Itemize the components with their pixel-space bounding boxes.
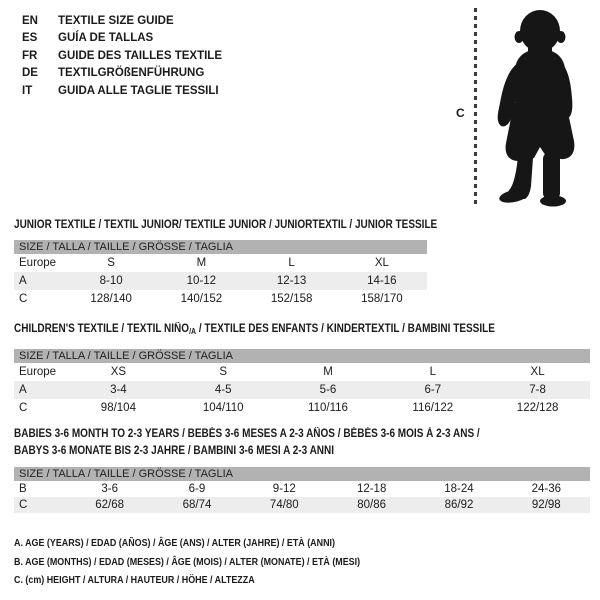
row-label: A xyxy=(19,384,27,396)
row-label: C xyxy=(19,499,28,511)
footnote-c: C. (cm) HEIGHT / ALTURA / HAUTEUR / HÖHE / ALTEZZA xyxy=(14,574,255,586)
size-cell: S xyxy=(219,366,228,378)
language-row xyxy=(22,65,222,82)
size-cell: 12-18 xyxy=(356,483,387,495)
table-row xyxy=(14,254,427,272)
language-row xyxy=(22,30,222,47)
size-cell: 6-9 xyxy=(188,483,206,495)
size-cell: L xyxy=(429,366,436,378)
row-label: Europe xyxy=(19,257,57,269)
size-cell: 3-6 xyxy=(101,483,118,495)
nino-a-subscript: /A xyxy=(189,327,197,336)
size-cell: 122/128 xyxy=(516,402,559,414)
size-cell: 80/86 xyxy=(357,499,387,511)
row-label: C xyxy=(19,293,28,305)
size-header-bar: SIZE / TALLA / TAILLE / GRÖSSE / TAGLIA xyxy=(14,349,590,363)
row-label: C xyxy=(19,402,28,414)
row-label: A xyxy=(19,275,27,287)
size-cell: 4-5 xyxy=(214,384,232,396)
size-cell: XS xyxy=(110,366,127,378)
size-cell: 5-6 xyxy=(319,384,337,396)
table-row xyxy=(14,497,590,513)
size-cell: 8-10 xyxy=(99,275,123,287)
table-row xyxy=(14,399,590,417)
children-table-title: CHILDREN'S TEXTILE / TEXTIL NIÑO/A / TEXTILE DES ENFANTS / KINDERTEXTIL / BAMBINI TESSILE xyxy=(14,323,495,336)
size-cell: S xyxy=(107,257,115,269)
size-cell: 3-4 xyxy=(110,384,127,396)
size-cell: 98/104 xyxy=(100,402,136,414)
junior-size-table xyxy=(14,240,427,308)
language-code: ES xyxy=(22,32,38,45)
size-cell: 68/74 xyxy=(182,499,212,511)
size-cell: 18-24 xyxy=(444,483,474,495)
language-title: TEXTILGRÖßENFÜHRUNG xyxy=(58,67,205,80)
table-row xyxy=(14,481,590,497)
language-title: GUIDE DES TAILLES TEXTILE xyxy=(58,49,222,62)
size-cell: XL xyxy=(374,257,389,269)
toddler-silhouette-icon xyxy=(488,8,598,208)
size-cell: 140/152 xyxy=(180,293,223,305)
language-code: DE xyxy=(22,67,38,80)
language-code: IT xyxy=(22,84,33,97)
size-cell: 14-16 xyxy=(367,275,397,287)
size-cell: 152/158 xyxy=(270,293,313,305)
children-size-table xyxy=(14,349,590,417)
language-row xyxy=(22,13,222,30)
babies-table-heading xyxy=(14,426,549,459)
row-label: B xyxy=(19,483,27,495)
size-cell: 9-12 xyxy=(272,483,296,495)
size-cell: 116/122 xyxy=(412,402,454,414)
footnote-b: B. AGE (MONTHS) / EDAD (MESES) / ÂGE (MOIS) / ALTER (MONATE) / ETÀ (MESI) xyxy=(14,555,361,568)
babies-table-title-line2: BABYS 3-6 MONATE BIS 2-3 JAHRE / BAMBINI 3-6 MESI A 2-3 ANNI xyxy=(14,444,335,457)
size-cell: M xyxy=(196,257,207,269)
size-cell: 62/68 xyxy=(95,499,125,511)
footnote-a: A. AGE (YEARS) / EDAD (AÑOS) / ÂGE (ANS) / ALTER (JAHRE) / ETÀ (ANNI) xyxy=(14,537,335,549)
size-header-bar: SIZE / TALLA / TAILLE / GRÖSSE / TAGLIA xyxy=(14,467,590,481)
height-measure-line xyxy=(474,8,477,208)
babies-size-table xyxy=(14,467,590,513)
size-cell: 74/80 xyxy=(269,499,299,511)
junior-table-title: JUNIOR TEXTILE / TEXTIL JUNIOR/ TEXTILE JUNIOR / JUNIORTEXTIL / JUNIOR TESSILE xyxy=(14,219,438,231)
language-row xyxy=(22,48,222,65)
language-list xyxy=(22,13,222,100)
babies-table-title-line1: BABIES 3-6 MONTH TO 2-3 YEARS / BEBÉS 3-6 MESES A 2-3 AÑOS / BÉBÉS 3-6 MOIS À 2-3 ANS / xyxy=(14,428,480,440)
language-title: TEXTILE SIZE GUIDE xyxy=(58,15,174,27)
size-cell: 104/110 xyxy=(202,402,244,414)
size-cell: 158/170 xyxy=(361,293,403,305)
size-cell: 10-12 xyxy=(186,275,217,287)
table-row xyxy=(14,363,590,381)
size-cell: 24-36 xyxy=(531,483,562,495)
table-row xyxy=(14,381,590,399)
size-cell: M xyxy=(323,366,333,378)
footnotes xyxy=(14,534,421,590)
size-cell: 128/140 xyxy=(90,293,132,305)
language-code: FR xyxy=(22,49,38,62)
size-cell: 92/98 xyxy=(531,499,561,511)
height-figure xyxy=(455,8,600,210)
junior-table-heading xyxy=(14,217,500,234)
table-row xyxy=(14,272,427,290)
size-cell: 86/92 xyxy=(444,499,474,511)
size-cell: 7-8 xyxy=(529,384,546,396)
language-title: GUIDA ALLE TAGLIE TESSILI xyxy=(58,84,219,97)
size-cell: L xyxy=(288,257,295,269)
size-cell: XL xyxy=(530,366,545,378)
size-cell: 12-13 xyxy=(276,275,307,287)
size-cell: 6-7 xyxy=(424,384,442,396)
children-table-heading xyxy=(14,321,567,341)
height-measure-label: C xyxy=(456,106,465,120)
row-label: Europe xyxy=(19,366,57,378)
size-header-bar: SIZE / TALLA / TAILLE / GRÖSSE / TAGLIA xyxy=(14,240,427,254)
language-row xyxy=(22,83,222,100)
size-cell: 110/116 xyxy=(308,402,348,414)
table-row xyxy=(14,290,427,308)
language-code: EN xyxy=(22,15,38,27)
language-title: GUÍA DE TALLAS xyxy=(58,32,154,45)
